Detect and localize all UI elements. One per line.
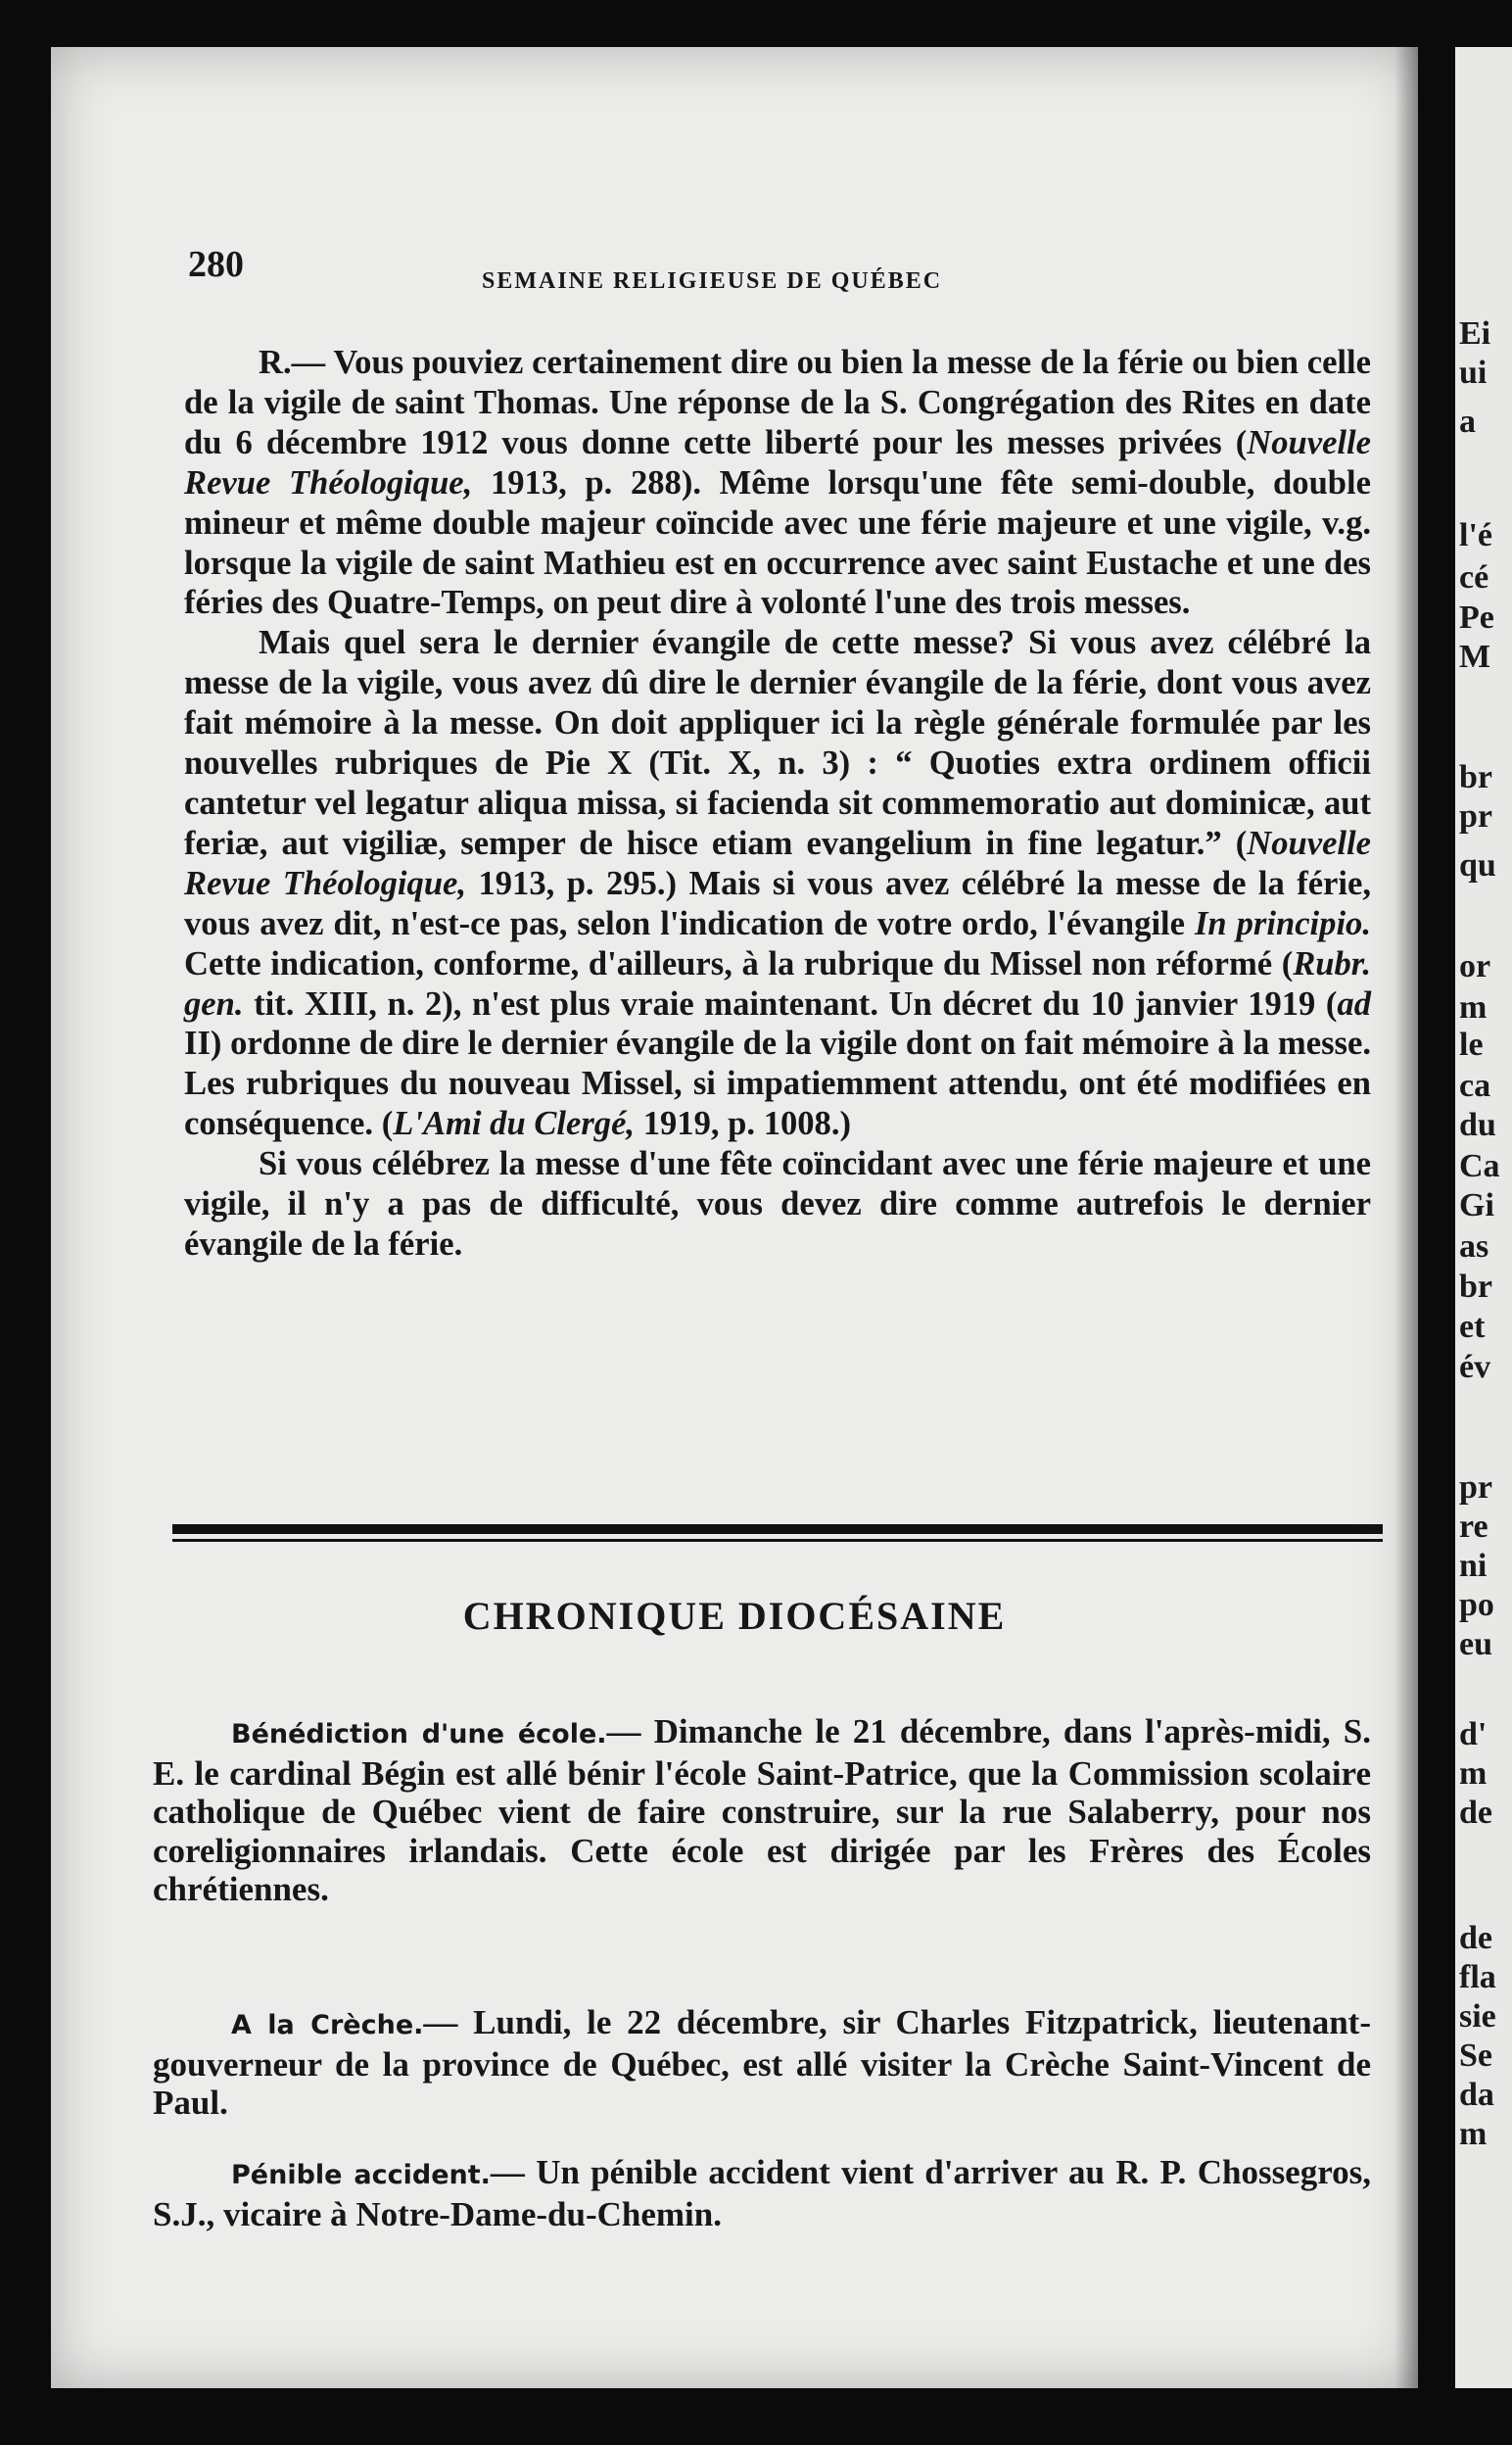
adjacent-page-fragment: re — [1459, 1509, 1488, 1545]
adjacent-page-fragment: pr — [1459, 798, 1492, 835]
adjacent-page-fragment: pr — [1459, 1469, 1492, 1506]
chronicle-title: CHRONIQUE DIOCÉSAINE — [462, 1594, 1007, 1638]
running-title: SEMAINE RELIGIEUSE DE QUÉBEC — [482, 268, 943, 294]
adjacent-page-fragment: ni — [1459, 1548, 1488, 1584]
adjacent-page-fragment: fla — [1459, 1959, 1496, 1995]
adjacent-page-fragment: eu — [1459, 1626, 1492, 1662]
adjacent-page-fragment: sie — [1459, 1998, 1496, 2035]
scanned-page — [51, 47, 1418, 2388]
chronicle-item-creche — [153, 2003, 1371, 2123]
page-gutter — [1418, 0, 1455, 2445]
adjacent-page-fragment: qu — [1459, 847, 1496, 884]
adjacent-page-fragment: M — [1459, 639, 1491, 675]
adjacent-page-fragment: et — [1459, 1309, 1486, 1345]
page-number: 280 — [188, 244, 244, 285]
adjacent-page-fragment: du — [1459, 1107, 1496, 1143]
chronicle-item-text: — Lundi, le 22 décembre, sir Charles Fitzpatrick, lieutenant-gouverneur de la province de Québec, est allé visiter la Crèche Saint-Vincent de Paul. — [153, 2003, 1371, 2123]
adjacent-page-fragment: ui — [1459, 355, 1488, 391]
adjacent-page-fragment: a — [1459, 404, 1476, 440]
chronicle-item-school-blessing — [153, 1712, 1371, 1909]
adjacent-page-fragment: m — [1459, 2116, 1488, 2152]
adjacent-page-fragment: Ei — [1459, 315, 1491, 352]
adjacent-page-fragment: br — [1459, 1269, 1492, 1305]
chronicle-item-heading: Pénible accident. — [231, 2160, 491, 2190]
adjacent-page-fragment: or — [1459, 948, 1491, 984]
article-paragraph-3: Si vous célébrez la messe d'une fête coïncidant avec une férie majeure et une vigile, il n'y a pas de difficulté, vous devez dire comme autrefois le dernier évangile de la férie. — [184, 1145, 1371, 1263]
chronicle-item-heading: Bénédiction d'une école. — [231, 1719, 607, 1750]
adjacent-page-fragment: d' — [1459, 1716, 1488, 1752]
article-paragraph-2: Mais quel sera le dernier évangile de cette messe? Si vous avez célébré la messe de la vigile, vous avez dû dire le dernier évangile de la férie, dont vous avez fait mémoire à la messe. On doit appliquer ici la règle générale formulée par les nouvelles rubriques de Pie X (Tit. X, n. 3) : “ Quoties extra ordinem officii cantetur vel legatur aliqua missa, si facienda sit commemoratio aut dominicæ, aut feriæ, aut vigiliæ, semper de hisce etiam evangelium in fine legatur.” (Nouvelle Revue Théologique, 1913, p. 295.) Mais si vous avez célébré la messe de la férie, vous avez dit, n'est-ce pas, selon l'indication de votre ordo, l'évangile In principio. Cette indication, conforme, d'ailleurs, à la rubrique du Missel non réformé (Rubr. gen. tit. XIII, n. 2), n'est plus vraie maintenant. Un décret du 10 janvier 1919 (ad II) ordonne de dire le dernier évangile de la vigile dont on fait mémoire à la messe. Les rubriques du nouveau Missel, si impatiemment attendu, ont été modifiées en conséquence. (L'Ami du Clergé, 1919, p. 1008.) — [184, 624, 1371, 1143]
adjacent-page-fragment: l'é — [1459, 517, 1492, 553]
adjacent-page-fragment: da — [1459, 2077, 1494, 2113]
adjacent-page-fragment: po — [1459, 1587, 1494, 1623]
adjacent-page-fragment: cé — [1459, 559, 1489, 596]
adjacent-page-fragment: Pe — [1459, 599, 1494, 636]
chronicle-item-heading: A la Crèche. — [231, 2010, 424, 2040]
adjacent-page-fragment: Gi — [1459, 1187, 1494, 1223]
chronicle-item-text: — Dimanche le 21 décembre, dans l'après-midi, S. E. le cardinal Bégin est allé bénir l'école Saint-Patrice, que la Commission scolaire catholique de Québec vient de faire construire, sur la rue Salaberry, pour nos coreligionnaires irlandais. Cette école est dirigée par les Frères des Écoles chrétiennes. — [153, 1712, 1371, 1909]
adjacent-page-fragment: év — [1459, 1349, 1491, 1385]
adjacent-page-edge — [1455, 47, 1512, 2388]
adjacent-page-fragment: m — [1459, 989, 1488, 1026]
adjacent-page-fragment: as — [1459, 1228, 1489, 1265]
adjacent-page-fragment: Ca — [1459, 1148, 1500, 1184]
chronicle-item-text: — Un pénible accident vient d'arriver au R. P. Chossegros, S.J., vicaire à Notre-Dame-du-Chemin. — [153, 2153, 1371, 2233]
adjacent-page-fragment: Se — [1459, 2038, 1492, 2074]
adjacent-page-fragment: le — [1459, 1027, 1484, 1063]
adjacent-page-fragment: ca — [1459, 1068, 1491, 1104]
adjacent-page-fragment: m — [1459, 1755, 1488, 1792]
adjacent-page-fragment: de — [1459, 1920, 1492, 1956]
adjacent-page-fragment: de — [1459, 1795, 1492, 1831]
section-divider-thick — [172, 1524, 1383, 1534]
article-body — [184, 343, 1371, 1265]
section-divider-thin — [172, 1539, 1383, 1542]
chronicle-item-accident — [153, 2153, 1371, 2233]
article-paragraph-1: R.— Vous pouviez certainement dire ou bien la messe de la férie ou bien celle de la vigile de saint Thomas. Une réponse de la S. Congrégation des Rites en date du 6 décembre 1912 vous donne cette liberté pour les messes privées (Nouvelle Revue Théologique, 1913, p. 288). Même lorsqu'une fête semi-double, double mineur et même double majeur coïncide avec une férie majeure et une vigile, v.g. lorsque la vigile de saint Mathieu est en occurrence avec saint Eustache et une des féries des Quatre-Temps, on peut dire à volonté l'une des trois messes. — [184, 344, 1371, 622]
adjacent-page-fragment: br — [1459, 759, 1492, 795]
